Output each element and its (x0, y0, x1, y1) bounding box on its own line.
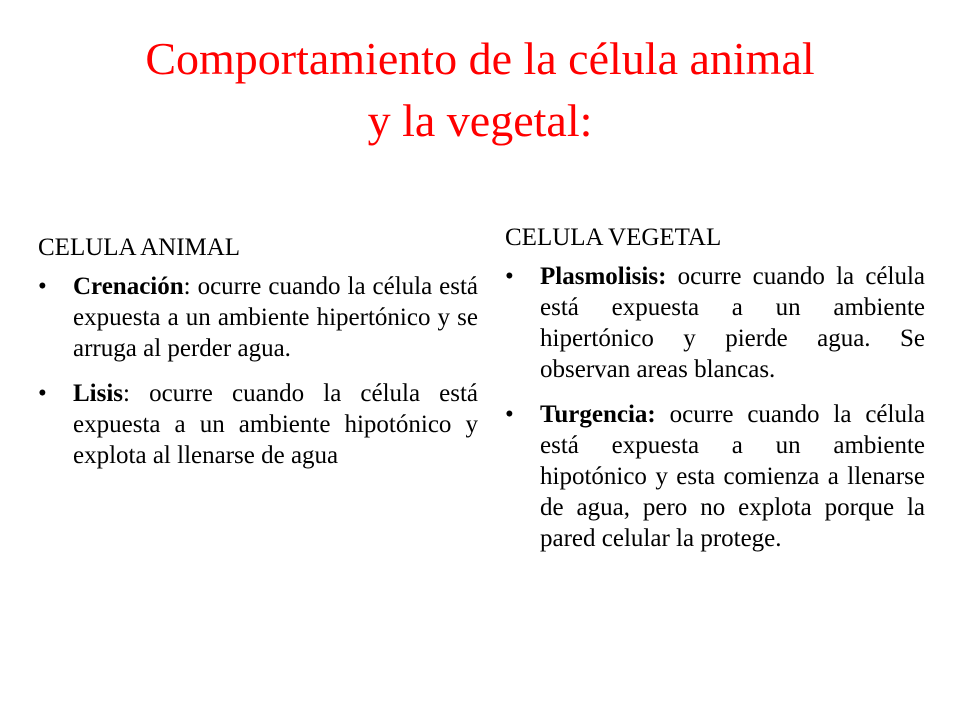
plant-cell-heading: CELULA VEGETAL (505, 224, 722, 251)
term-lisis: Lisis (73, 380, 124, 407)
bullet-icon: • (38, 380, 47, 407)
title-line-2: y la vegetal: (367, 95, 593, 146)
animal-cell-list (38, 271, 478, 471)
term-turgencia: Turgencia: (540, 401, 656, 428)
separator: : (123, 380, 150, 407)
animal-cell-column (38, 232, 478, 485)
list-item-turgencia (505, 399, 925, 554)
definition-plasmolisis: ocurre cuando la célula está expuesta a un ambiente hipertónico y pierde agua. Se observan areas blancas. (540, 263, 926, 383)
definition-turgencia: ocurre cuando la célula está expuesta a un ambiente hipotónico y esta comienza a llenarse de agua, pero no explota porque la pared celular la protege. (540, 401, 925, 552)
bullet-icon: • (505, 263, 514, 290)
bullet-icon: • (505, 401, 514, 428)
animal-cell-heading: CELULA ANIMAL (38, 234, 241, 261)
title-line-1: Comportamiento de la célula animal (145, 33, 815, 84)
plant-cell-column (505, 222, 925, 568)
list-item-lisis (38, 378, 478, 471)
definition-crenacion: ocurre cuando la célula está expuesta a un ambiente hipertónico y se arruga al perder agua. (73, 273, 478, 362)
separator (666, 263, 677, 290)
plant-cell-list (505, 261, 925, 554)
list-item-plasmolisis (505, 261, 925, 385)
definition-lisis: ocurre cuando la célula está expuesta a un ambiente hipotónico y explota al llenarse de agua (73, 380, 478, 469)
term-crenacion: Crenación (73, 273, 184, 300)
list-item-crenacion (38, 271, 478, 364)
bullet-icon: • (38, 273, 47, 300)
term-plasmolisis: Plasmolisis: (540, 263, 667, 290)
separator: : (183, 273, 198, 300)
separator (656, 401, 670, 428)
slide-title (40, 28, 920, 152)
